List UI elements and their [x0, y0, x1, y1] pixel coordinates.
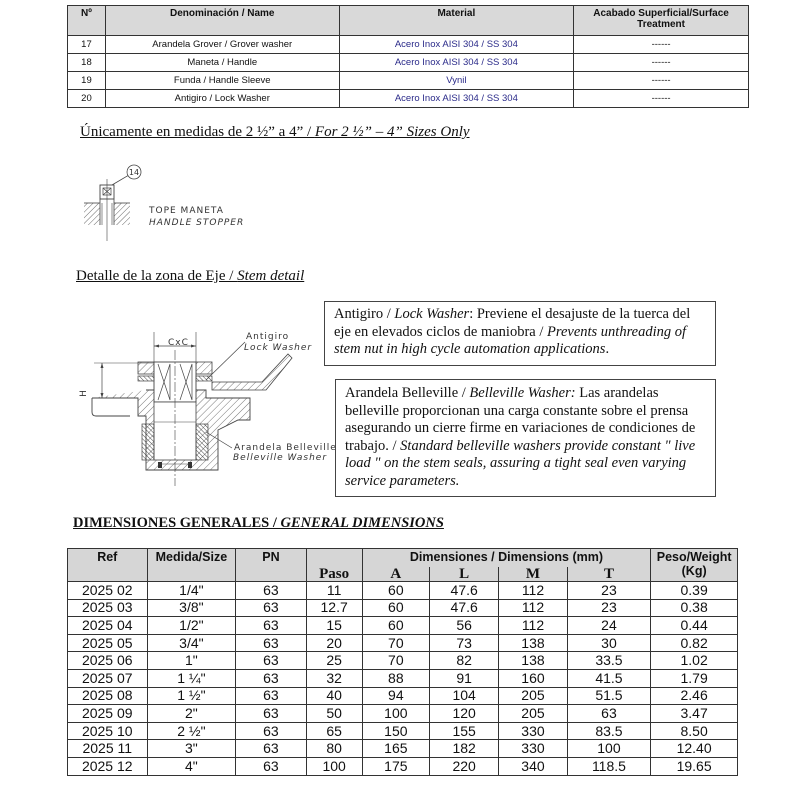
cell-m: 205 [499, 687, 567, 705]
cell-pn: 63 [236, 705, 306, 723]
cell-paso: 50 [306, 705, 362, 723]
cell-t: 33.5 [567, 652, 651, 670]
cell-ref: 2025 08 [68, 687, 148, 705]
header-dimensions-group: Dimensiones / Dimensions (mm) [362, 549, 651, 568]
balloon-number: 14 [128, 168, 140, 177]
balloon-leader-line [112, 175, 129, 185]
header-paso-top [306, 549, 362, 568]
cell-weight: 0.82 [651, 634, 738, 652]
cell-size: 3/8" [147, 599, 236, 617]
parts-table-row [68, 90, 749, 108]
cell-l: 56 [429, 617, 498, 635]
cell-paso: 100 [306, 757, 362, 775]
cell-m: 112 [499, 582, 567, 600]
cell-pn: 63 [236, 740, 306, 758]
cell-size: 1/2" [147, 617, 236, 635]
cell-material: Acero Inox AISI 304 / SS 304 [339, 36, 574, 54]
belleville-note-text-en: Standard belleville washers provide constant " live load " on the stem seals, assuring a tight seal even varying service parameters. [345, 437, 696, 489]
cell-finish: ------ [574, 36, 749, 54]
cell-pn: 63 [236, 634, 306, 652]
stopper-label-en: HANDLE STOPPER [149, 218, 245, 228]
parts-table-body [68, 36, 749, 108]
cell-paso: 15 [306, 617, 362, 635]
cell-paso: 12.7 [306, 599, 362, 617]
cell-ref: 2025 03 [68, 599, 148, 617]
cell-weight: 3.47 [651, 705, 738, 723]
cell-a: 60 [362, 599, 429, 617]
lock-washer-leader [206, 342, 245, 380]
cell-name: Antigiro / Lock Washer [105, 90, 339, 108]
dimensions-table-row [68, 634, 738, 652]
cell-l: 82 [429, 652, 498, 670]
belleville-washer-note [335, 379, 716, 497]
cell-weight: 0.39 [651, 582, 738, 600]
cell-l: 120 [429, 705, 498, 723]
stopper-label-es: TOPE MANETA [149, 206, 224, 216]
dimensions-table-row [68, 740, 738, 758]
cell-size: 1/4" [147, 582, 236, 600]
dimensions-table-row [68, 705, 738, 723]
dimensions-table-body [68, 582, 738, 776]
cell-finish: ------ [574, 54, 749, 72]
cell-pn: 63 [236, 722, 306, 740]
header-finish [574, 6, 749, 36]
cell-a: 60 [362, 617, 429, 635]
header-t: T [567, 567, 651, 582]
cell-l: 155 [429, 722, 498, 740]
cell-weight: 19.65 [651, 757, 738, 775]
sizes-heading-en: For 2 ½” – 4” Sizes Only [314, 124, 470, 140]
cell-t: 63 [567, 705, 651, 723]
lock-washer-label-en: Lock Washer [244, 343, 313, 353]
dimensions-table-row [68, 652, 738, 670]
cell-name: Maneta / Handle [105, 54, 339, 72]
cxc-label: CxC [168, 338, 189, 348]
belleville-note-term-es: Arandela Belleville / [345, 385, 470, 401]
stem-heading-en: Stem detail [237, 268, 305, 284]
cell-size: 3" [147, 740, 236, 758]
cell-ref: 2025 09 [68, 705, 148, 723]
lock-washer-label-es: Antigiro [246, 332, 290, 342]
dimensions-table-row [68, 599, 738, 617]
cell-name: Funda / Handle Sleeve [105, 72, 339, 90]
cell-l: 104 [429, 687, 498, 705]
dimensions-table-row [68, 617, 738, 635]
gland-nut-left [138, 362, 154, 374]
cell-paso: 80 [306, 740, 362, 758]
cell-l: 182 [429, 740, 498, 758]
cell-size: 3/4" [147, 634, 236, 652]
cell-finish: ------ [574, 72, 749, 90]
sizes-section-heading [80, 124, 470, 141]
cell-a: 60 [362, 582, 429, 600]
cell-weight: 8.50 [651, 722, 738, 740]
parts-table-row [68, 54, 749, 72]
cell-m: 205 [499, 705, 567, 723]
cell-pn: 63 [236, 652, 306, 670]
cell-ref: 2025 02 [68, 582, 148, 600]
parts-table [67, 5, 749, 108]
cell-m: 160 [499, 669, 567, 687]
cell-t: 23 [567, 599, 651, 617]
cell-pn: 63 [236, 687, 306, 705]
belleville-note-term-en: Belleville Washer: [469, 385, 576, 401]
lock-note-text-en: Prevents unthreading of stem nut in high cycle automation applications [334, 323, 687, 357]
cell-no: 19 [68, 72, 106, 90]
lock-note-end: . [605, 341, 610, 357]
cell-pn: 63 [236, 669, 306, 687]
cell-weight: 0.38 [651, 599, 738, 617]
dimensions-section-heading [73, 515, 444, 532]
cell-t: 30 [567, 634, 651, 652]
cell-paso: 20 [306, 634, 362, 652]
header-finish-line1: Acabado Superficial/Surface [593, 8, 729, 19]
cell-name: Arandela Grover / Grover washer [105, 36, 339, 54]
cell-size: 1 ½" [147, 687, 236, 705]
cell-m: 112 [499, 617, 567, 635]
cell-pn: 63 [236, 757, 306, 775]
handle-lever [212, 354, 292, 390]
cell-material: Acero Inox AISI 304 / SS 304 [339, 54, 574, 72]
cell-paso: 32 [306, 669, 362, 687]
dimensions-table-row [68, 687, 738, 705]
header-material: Material [339, 6, 574, 36]
gland-nut-right [196, 362, 212, 374]
cell-t: 23 [567, 582, 651, 600]
cell-l: 73 [429, 634, 498, 652]
cell-m: 138 [499, 652, 567, 670]
cell-l: 91 [429, 669, 498, 687]
header-weight [651, 549, 738, 582]
cell-size: 4" [147, 757, 236, 775]
header-l: L [429, 567, 498, 582]
cell-t: 41.5 [567, 669, 651, 687]
stopper-base-right [114, 203, 130, 225]
header-a: A [362, 567, 429, 582]
header-finish-line2: Treatment [637, 19, 685, 30]
header-weight-line1: Peso/Weight [656, 550, 732, 564]
belleville-washer-right [196, 424, 208, 460]
cell-ref: 2025 12 [68, 757, 148, 775]
h-label: H [78, 389, 89, 397]
dimensions-table-row [68, 722, 738, 740]
cell-m: 340 [499, 757, 567, 775]
cell-t: 100 [567, 740, 651, 758]
cell-ref: 2025 04 [68, 617, 148, 635]
lock-note-term-en: Lock Washer [394, 306, 470, 322]
cell-size: 2 ½" [147, 722, 236, 740]
cell-paso: 40 [306, 687, 362, 705]
cell-a: 150 [362, 722, 429, 740]
dims-heading-en: GENERAL DIMENSIONS [280, 515, 444, 531]
cell-size: 1 ¼" [147, 669, 236, 687]
parts-table-row [68, 36, 749, 54]
stopper-base-left [84, 203, 100, 225]
cell-t: 118.5 [567, 757, 651, 775]
dimensions-table-row [68, 582, 738, 600]
header-weight-line2: (Kg) [681, 564, 707, 578]
cell-finish: ------ [574, 90, 749, 108]
cell-pn: 63 [236, 582, 306, 600]
parts-table-row [68, 72, 749, 90]
header-m: M [499, 567, 567, 582]
cell-paso: 25 [306, 652, 362, 670]
cell-paso: 11 [306, 582, 362, 600]
lock-washer-note [324, 301, 716, 366]
cell-no: 20 [68, 90, 106, 108]
cell-no: 18 [68, 54, 106, 72]
header-pn: PN [236, 549, 306, 582]
cell-paso: 65 [306, 722, 362, 740]
cell-t: 24 [567, 617, 651, 635]
parts-table-header [68, 6, 749, 36]
cell-t: 83.5 [567, 722, 651, 740]
dimensions-table-row [68, 669, 738, 687]
cell-a: 70 [362, 652, 429, 670]
header-paso: Paso [306, 567, 362, 582]
cell-weight: 1.02 [651, 652, 738, 670]
handle-stopper-drawing [82, 163, 157, 243]
cell-m: 330 [499, 722, 567, 740]
stem-heading-es: Detalle de la zona de Eje / [76, 268, 238, 284]
belleville-washer-left [142, 424, 154, 460]
cell-m: 138 [499, 634, 567, 652]
cell-a: 100 [362, 705, 429, 723]
cell-ref: 2025 05 [68, 634, 148, 652]
header-name: Denominación / Name [105, 6, 339, 36]
cell-l: 220 [429, 757, 498, 775]
cell-material: Vynil [339, 72, 574, 90]
cell-weight: 12.40 [651, 740, 738, 758]
cell-l: 47.6 [429, 582, 498, 600]
dims-header-row-1 [68, 549, 738, 568]
cell-a: 70 [362, 634, 429, 652]
cell-l: 47.6 [429, 599, 498, 617]
cell-weight: 1.79 [651, 669, 738, 687]
cell-a: 175 [362, 757, 429, 775]
cell-size: 1" [147, 652, 236, 670]
dimensions-table [67, 548, 738, 776]
cell-ref: 2025 11 [68, 740, 148, 758]
lock-note-term-es: Antigiro / [334, 306, 395, 322]
cell-m: 112 [499, 599, 567, 617]
cell-weight: 0.44 [651, 617, 738, 635]
cell-m: 330 [499, 740, 567, 758]
cell-ref: 2025 07 [68, 669, 148, 687]
cell-a: 165 [362, 740, 429, 758]
cell-pn: 63 [236, 599, 306, 617]
cell-ref: 2025 06 [68, 652, 148, 670]
cell-a: 94 [362, 687, 429, 705]
lock-washer-left [138, 376, 154, 381]
header-no: Nº [68, 6, 106, 36]
dimensions-table-row [68, 757, 738, 775]
belleville-note-text-es: Las arandelas belleville proporcionan una carga constante sobre el prensa asegurando un cierre firme en variaciones de condiciones de trabajo. / [345, 385, 696, 454]
header-size: Medida/Size [147, 549, 236, 582]
cell-size: 2" [147, 705, 236, 723]
header-ref: Ref [68, 549, 148, 582]
cell-weight: 2.46 [651, 687, 738, 705]
belleville-label-en: Belleville Washer [233, 453, 328, 463]
lock-note-text-es: : Previene el desajuste de la tuerca del eje en elevados ciclos de maniobra / [334, 306, 691, 340]
sizes-heading-es: Únicamente en medidas de 2 ½” a 4” / [80, 124, 315, 140]
belleville-label-es: Arandela Belleville [234, 443, 337, 453]
cell-a: 88 [362, 669, 429, 687]
cell-pn: 63 [236, 617, 306, 635]
cell-t: 51.5 [567, 687, 651, 705]
dims-heading-es: DIMENSIONES GENERALES / [73, 515, 281, 531]
cell-material: Acero Inox AISI 304 / SS 304 [339, 90, 574, 108]
stem-section-heading [76, 268, 304, 285]
cell-ref: 2025 10 [68, 722, 148, 740]
cell-no: 17 [68, 36, 106, 54]
